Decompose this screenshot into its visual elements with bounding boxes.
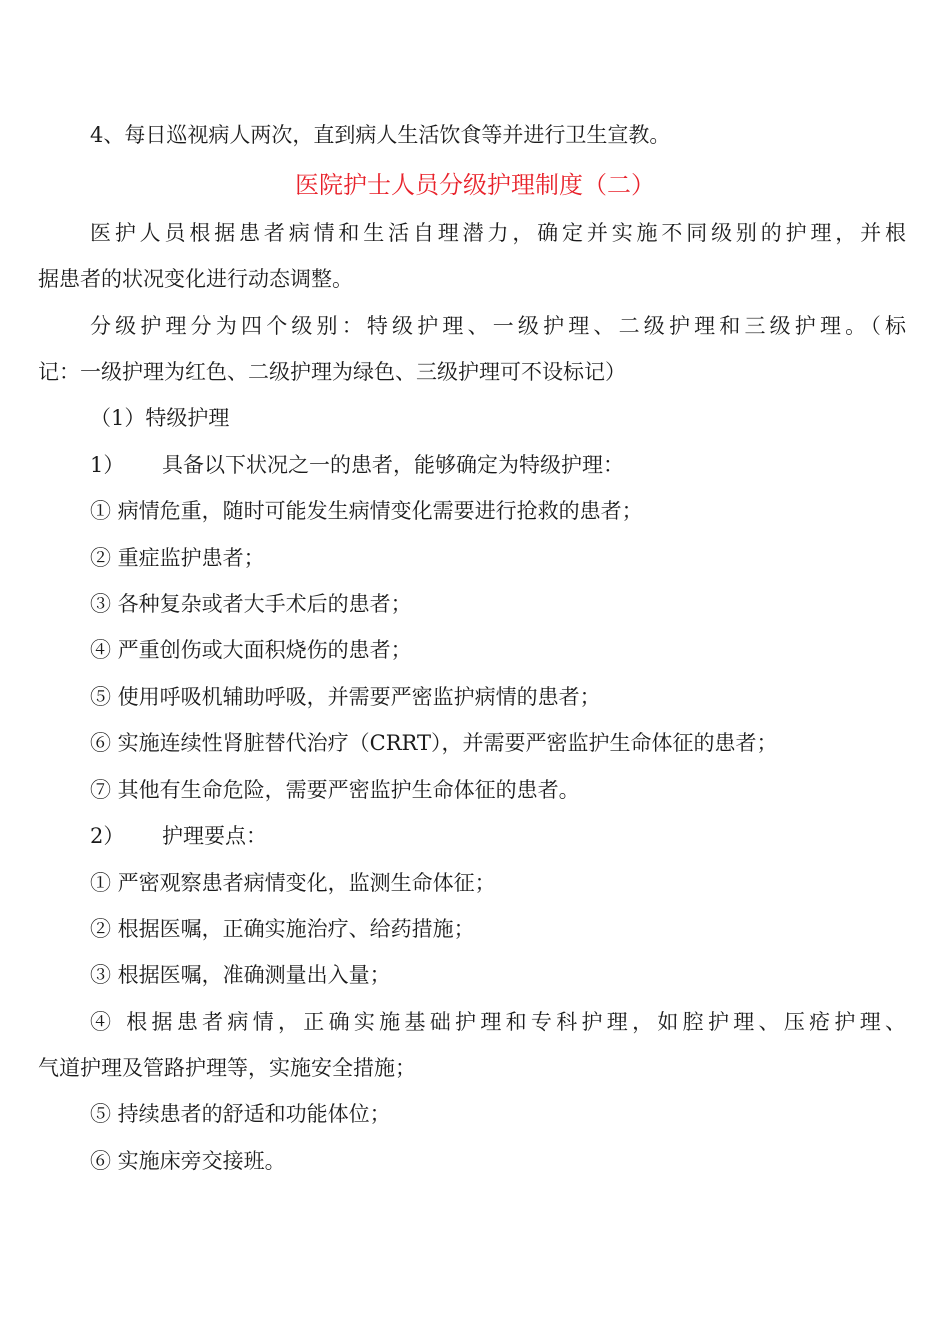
list-item: ⑥ 实施床旁交接班。	[90, 1149, 286, 1173]
paragraph-line: 分级护理分为四个级别：特级护理、一级护理、二级护理和三级护理。（标	[90, 314, 906, 338]
paragraph-line: 4、每日巡视病人两次，直到病人生活饮食等并进行卫生宣教。	[90, 123, 671, 147]
list-item: ⑤ 持续患者的舒适和功能体位；	[90, 1102, 391, 1126]
paragraph-line: 记：一级护理为红色、二级护理为绿色、三级护理可不设标记）	[38, 360, 626, 384]
list-item: ① 严密观察患者病情变化，监测生命体征；	[90, 871, 496, 895]
list-item: ② 根据医嘱，正确实施治疗、给药措施；	[90, 917, 475, 941]
list-item: ① 病情危重，随时可能发生病情变化需要进行抢救的患者；	[90, 499, 643, 523]
list-item: ② 重症监护患者；	[90, 546, 265, 570]
list-number: 2）	[90, 824, 125, 848]
list-item: ⑥ 实施连续性肾脏替代治疗（CRRT），并需要严密监护生命体征的患者；	[90, 731, 778, 755]
document-title: 医院护士人员分级护理制度（二）	[295, 171, 655, 199]
list-item: ④ 严重创伤或大面积烧伤的患者；	[90, 638, 412, 662]
paragraph-line: 医护人员根据患者病情和生活自理潜力，确定并实施不同级别的护理，并根	[90, 221, 906, 245]
list-item: ⑤ 使用呼吸机辅助呼吸，并需要严密监护病情的患者；	[90, 685, 601, 709]
list-item: ③ 根据医嘱，准确测量出入量；	[90, 963, 391, 987]
list-number: 1）	[90, 453, 125, 477]
list-item: ④ 根据患者病情，正确实施基础护理和专科护理，如腔护理、压疮护理、	[90, 1010, 906, 1034]
list-item-text: 护理要点：	[162, 824, 267, 848]
section-heading: （1）特级护理	[90, 406, 230, 430]
list-item-text: 具备以下状况之一的患者，能够确定为特级护理：	[162, 453, 624, 477]
paragraph-line: 据患者的状况变化进行动态调整。	[38, 267, 353, 291]
list-item: ③ 各种复杂或者大手术后的患者；	[90, 592, 412, 616]
list-item: ⑦ 其他有生命危险，需要严密监护生命体征的患者。	[90, 778, 580, 802]
list-item-continuation: 气道护理及管路护理等，实施安全措施；	[38, 1056, 416, 1080]
